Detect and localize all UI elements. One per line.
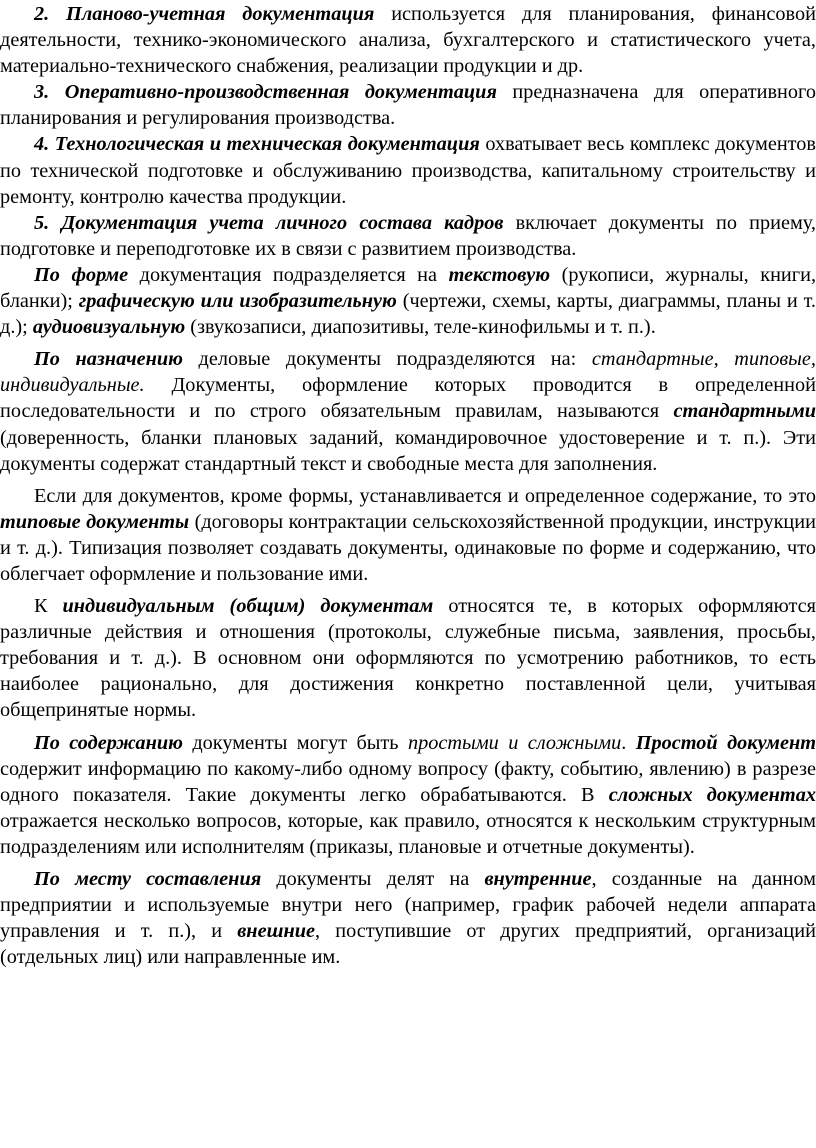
- text-run: (чертежи, схемы, карты, диаграммы, планы и т. д.);: [0, 290, 816, 339]
- paragraph-by-content: [0, 730, 816, 860]
- term: По месту составления: [34, 868, 262, 890]
- paragraph-by-form: [0, 262, 816, 340]
- term: аудиовизуальную: [32, 316, 186, 339]
- term: 3. Оперативно-производственная документация: [34, 81, 497, 104]
- text-run: .: [621, 731, 636, 754]
- term: 2. Планово-учетная документация: [34, 3, 375, 25]
- term: индивидуальным (общим) документам: [62, 595, 434, 618]
- document-page: [0, 1, 816, 1148]
- paragraph-personnel-docs: [0, 210, 816, 262]
- text-run: охватывает весь комплекс документов по технической подготовке и обслуживанию производства, капитальному строительству и ремонту, контролю качества продукции.: [0, 133, 816, 208]
- term: Простой документ: [635, 731, 816, 754]
- text-run: Документы, оформление которых проводится в определенной последовательности и по строго обязательным правилам, называются: [0, 374, 816, 423]
- term: стандартными: [673, 400, 816, 423]
- text-run: относятся те, в которых оформляются различные действия и отношения (протоколы, служебные письма, заявления, просьбы, требования и т. д.). В основном они оформляются по усмотрению работников, то есть наиболее рационально, для достижения конкретно поставленной цели, учитывая общепринятые нормы.: [0, 595, 816, 722]
- text-run: (доверенность, бланки плановых заданий, командировочное удостоверение и т. п.). Эти документы содержат стандартный текст и свободные места для заполнения.: [0, 426, 816, 475]
- term: По форме: [34, 263, 129, 286]
- term: По содержанию: [34, 731, 183, 754]
- paragraph-planning-docs: [0, 1, 816, 79]
- text-run: отражается несколько вопросов, которые, как правило, относятся к нескольким структурным подразделениям или исполнителям (приказы, плановые и отчетные документы).: [0, 809, 816, 858]
- italic-run: простыми и сложными: [407, 731, 622, 754]
- text-run: включает документы по приему, подготовке и переподготовке их в связи с развитием производства.: [0, 211, 816, 260]
- text-run: Если для документов, кроме формы, устанавливается и определенное содержание, то это: [34, 484, 816, 507]
- paragraph-operational-docs: [0, 79, 816, 131]
- term: типовые документы: [0, 510, 190, 533]
- text-run: документация подразделяется на: [128, 263, 449, 286]
- paragraph-technological-docs: [0, 131, 816, 209]
- paragraph-individual-docs: [0, 593, 816, 723]
- term: сложных документах: [608, 783, 816, 806]
- text-run: содержит информацию по какому-либо одному вопросу (факту, событию, явлению) в разрезе одного показателя. Такие документы легко обрабатываются. В: [0, 757, 816, 806]
- text-run: (звукозаписи, диапозитивы, теле-кинофильмы и т. п.).: [185, 316, 656, 339]
- text-run: используется для планирования, финансовой деятельности, технико-экономического анализа, бухгалтерского и статистического учета, материально-технического снабжения, реализации продукции и др.: [0, 3, 816, 78]
- term: 5. Документация учета личного состава кадров: [34, 211, 504, 234]
- term: текстовую: [448, 263, 551, 286]
- term: По назначению: [34, 348, 183, 371]
- paragraph-by-place: [0, 866, 816, 970]
- term: внутренние: [484, 868, 592, 890]
- text-run: предназначена для оперативного планирования и регулирования производства.: [0, 81, 816, 130]
- text-run: , созданные на данном предприятии и используемые внутри него (например, график рабочей недели аппарата управления и т. п.), и: [0, 868, 816, 943]
- paragraph-by-purpose: [0, 346, 816, 476]
- text-run: , поступившие от других предприятий, организаций (отдельных лиц) или направленные им.: [0, 920, 816, 969]
- text-run: документы делят на: [261, 868, 485, 890]
- term: 4. Технологическая и техническая документация: [34, 133, 480, 156]
- italic-run: стандартные, типовые, индивидуальные.: [0, 348, 816, 397]
- text-run: (договоры контрактации сельскохозяйственной продукции, инструкции и т. д.). Типизация позволяет создавать документы, одинаковые по форме и содержанию, что облегчает оформление и пользование ими.: [0, 510, 816, 585]
- paragraph-typical-docs: [0, 483, 816, 587]
- text-run: (рукописи, журналы, книги, бланки);: [0, 263, 816, 313]
- text-run: деловые документы подразделяются на:: [182, 348, 592, 371]
- term: графическую или изобразительную: [78, 290, 397, 313]
- text-run: К: [34, 595, 63, 618]
- term: внешние: [237, 920, 316, 943]
- text-run: документы могут быть: [182, 731, 408, 754]
